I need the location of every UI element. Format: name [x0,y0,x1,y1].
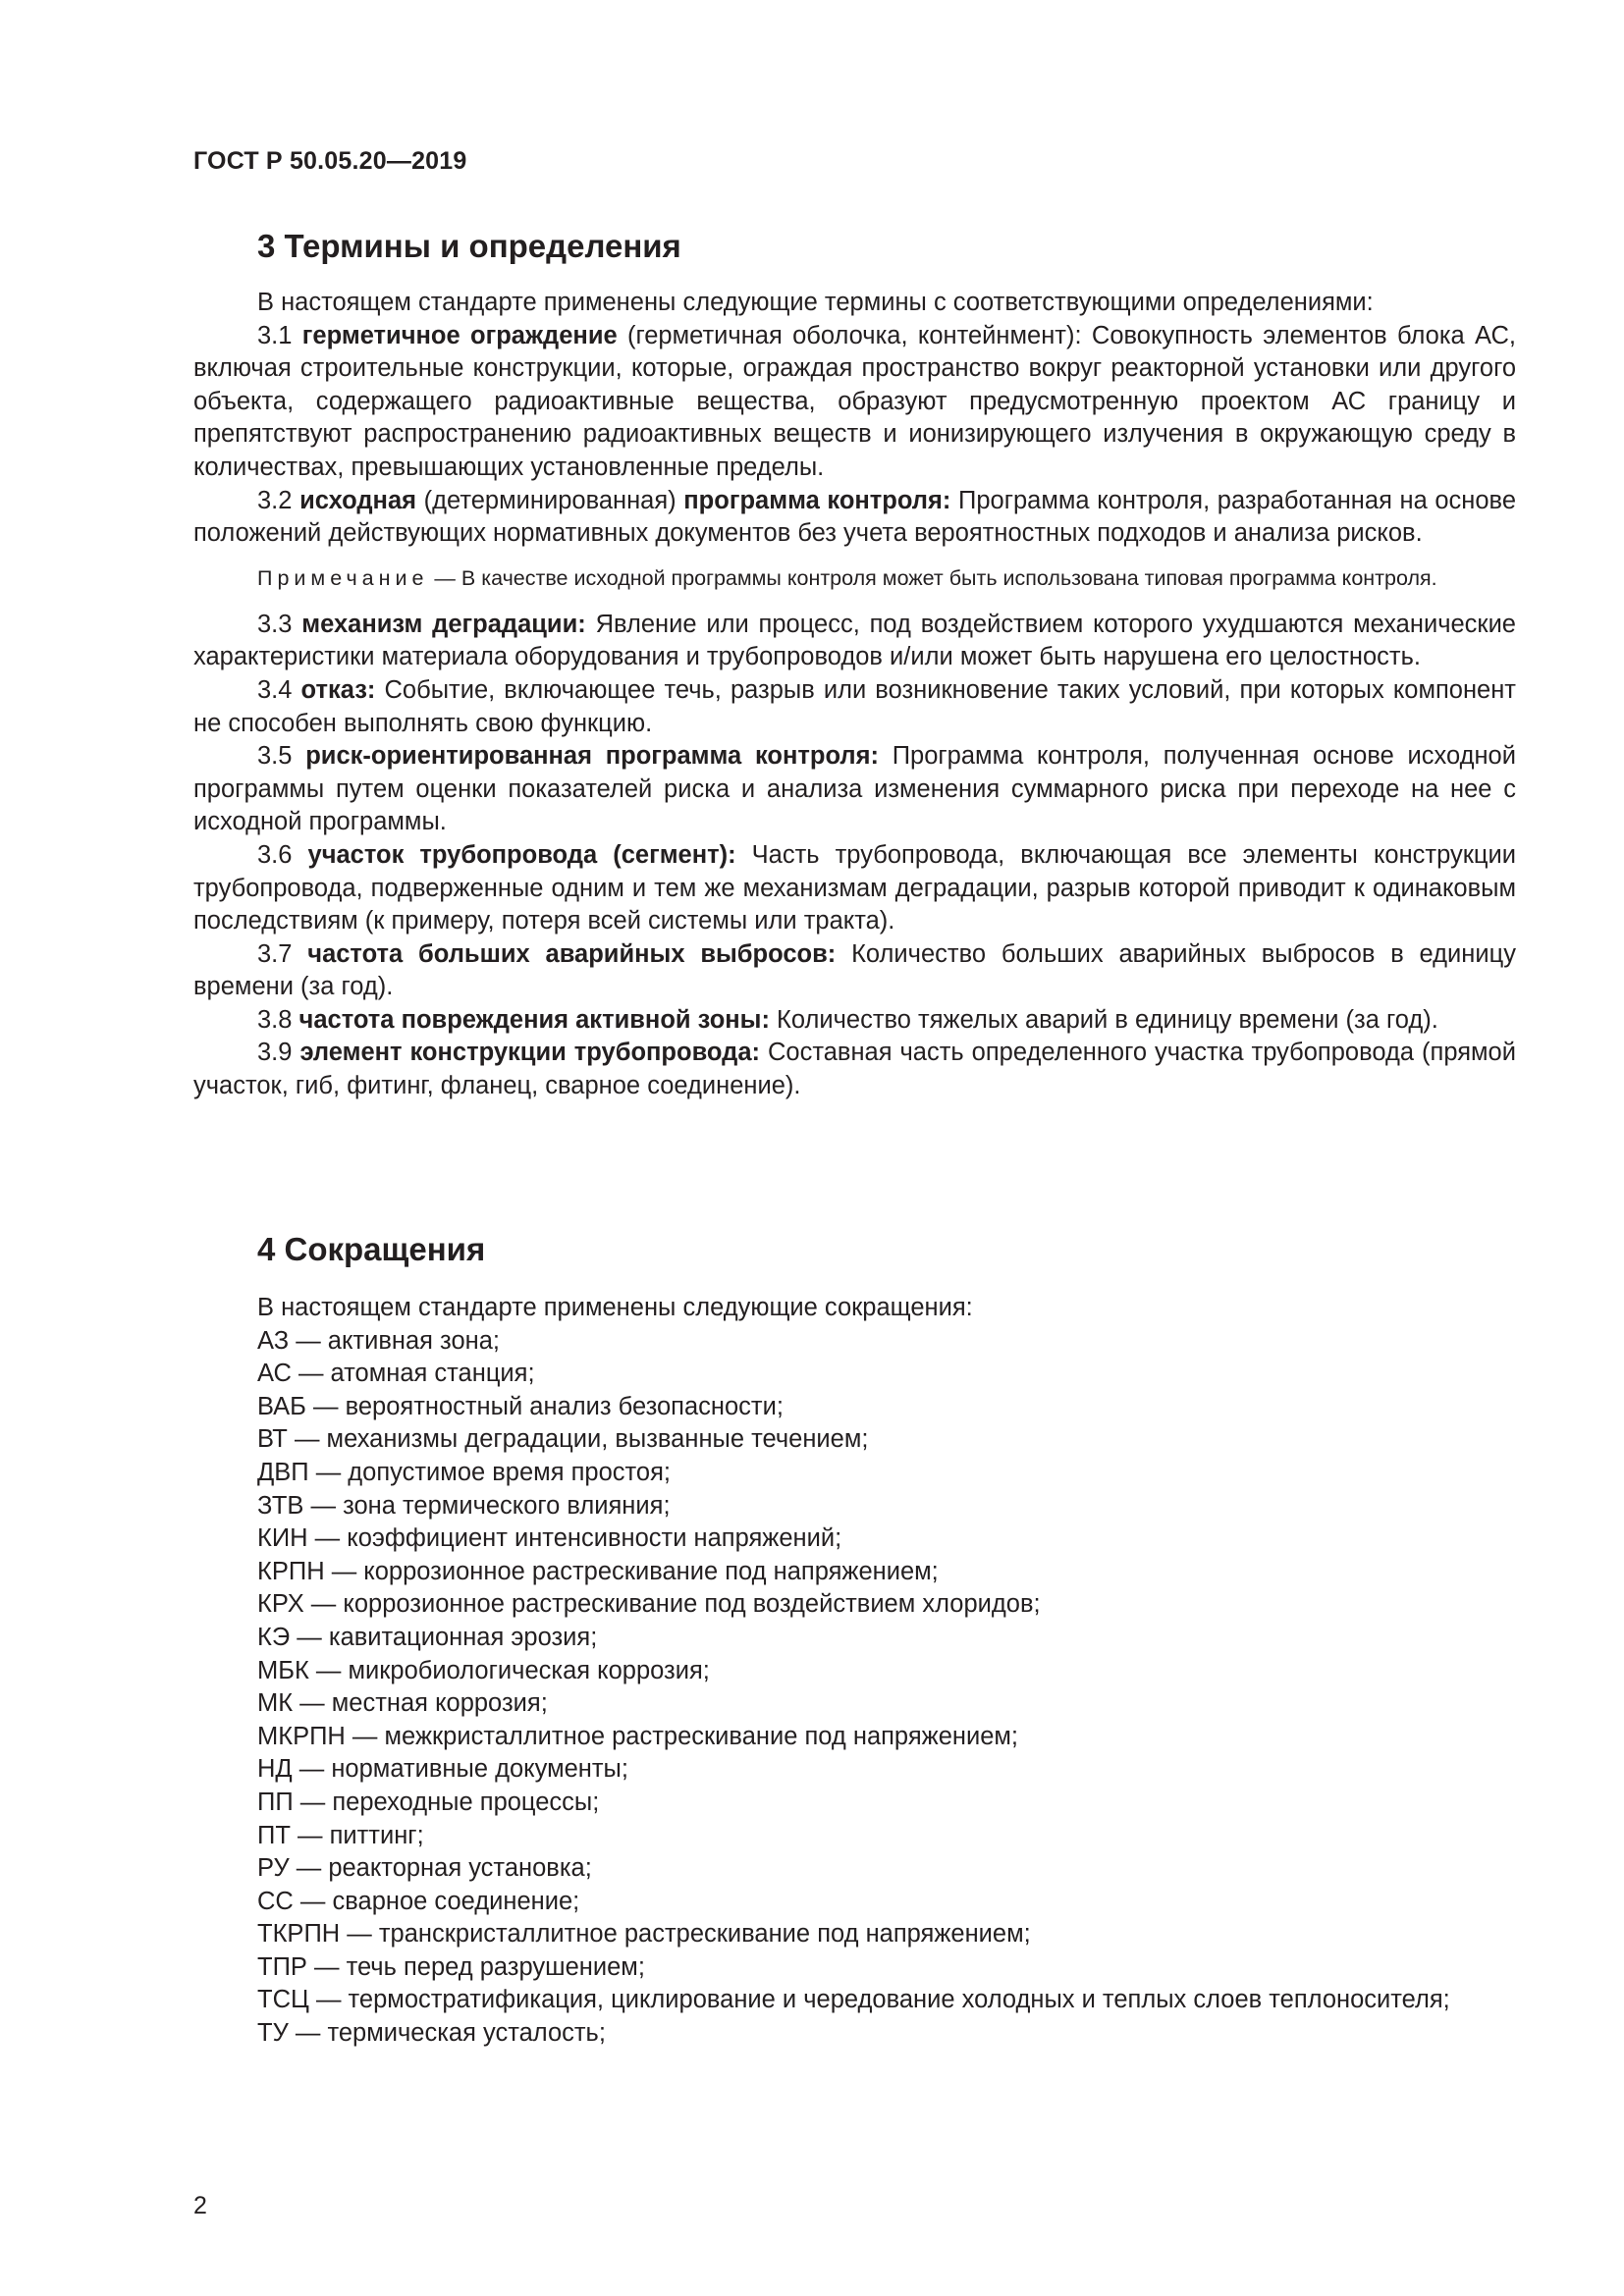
list-item: СС — сварное соединение; [257,1887,580,1915]
term-number: 3.5 [257,742,306,771]
term-name: участок трубопровода (сегмент): [307,840,736,869]
section-3-title: 3 Термины и определения [257,228,681,264]
term-name: элемент конструкции трубопровода: [299,1039,761,1067]
term-number: 3.2 [257,486,300,514]
term-3-1 [193,320,1516,485]
list-item: ТПР — течь перед разрушением; [257,1952,645,1981]
section-4-title: 4 Сокращения [257,1231,486,1267]
term-definition: Составная часть определенного участка трубопровода (прямой участок, гиб, фитинг, фланец, сварное соединение). [193,1039,1516,1100]
term-name: риск-ориентированная программа контроля: [305,742,879,771]
term-name: частота больших аварийных выбросов: [307,939,837,968]
term-definition: : Совокупность элементов блока АС, включая строительные конструкции, которые, ограждая пространство вокруг реакторной установки или другого объекта, содержащего радиоактивные вещества, образуют предусмотренную проектом АС границу и препятствуют распространению радиоактивных веществ и ионизирующего излучения в окружающую среду в количествах, превышающих установленные пределы. [193,321,1517,481]
term-number: 3.1 [257,321,302,349]
term-definition: Количество больших аварийных выбросов в единицу времени (за год). [193,939,1516,1001]
list-item: КИН — коэффициент интенсивности напряжений; [257,1524,842,1553]
term-3-9 [193,1037,1516,1102]
term-name-continued: программа контроля: [683,486,951,514]
term-name: отказ: [300,675,376,704]
section-4-intro: В настоящем стандарте применены следующие сокращения: [257,1294,973,1321]
term-synonyms: (герметичная оболочка, контейнмент) [617,321,1075,349]
list-item: ТСЦ — термостратификация, циклирование и чередование холодных и теплых слоев теплоносителя; [257,1986,1450,2014]
term-number: 3.3 [257,610,302,638]
abbreviations-list [257,1292,1534,2051]
term-3-5 [193,740,1516,839]
term-number: 3.9 [257,1039,300,1067]
term-number: 3.8 [257,1005,299,1034]
list-item: ВТ — механизмы деградации, вызванные течением; [257,1425,869,1454]
document-code-header: ГОСТ Р 50.05.20—2019 [193,147,467,175]
list-item: ЗТВ — зона термического влияния; [257,1491,671,1520]
term-3-6 [193,839,1516,938]
note-label: Примечание [257,565,429,590]
term-3-2 [193,485,1516,551]
term-3-8 [193,1004,1516,1038]
term-name: исходная [299,486,417,514]
term-name: механизм деградации: [301,610,586,638]
term-definition: Явление или процесс, под воздействием которого ухудшаются механические характеристики материала оборудования и трубопроводов и/или может быть нарушена его целостность. [193,610,1516,671]
term-definition: Часть трубопровода, включающая все элементы конструкции трубопровода, подверженные одним и тем же механизмам деградации, разрыв которой приводит к одинаковым последствиям (к примеру, потеря всей системы или тракта). [193,840,1516,935]
note-block [193,562,1516,595]
term-definition: Программа контроля, полученная основе исходной программы путем оценки показателей риска и анализа изменения суммарного риска при переходе на нее с исходной программы. [193,742,1516,836]
page-number: 2 [193,2192,207,2219]
term-3-7 [193,938,1516,1004]
term-definition: Программа контроля, разработанная на основе положений действующих нормативных документов без учета вероятностных подходов и анализа рисков. [193,486,1516,548]
term-name: частота повреждения активной зоны: [298,1005,770,1034]
list-item: ВАБ — вероятностный анализ безопасности; [257,1392,784,1420]
list-item: ПТ — питтинг; [257,1821,424,1849]
term-number: 3.6 [257,840,308,869]
term-number: 3.4 [257,675,301,704]
term-definition: Событие, включающее течь, разрыв или возникновение таких условий, при которых компонент не способен выполнять свою функцию. [193,675,1516,737]
section-3-body [193,287,1516,1103]
list-item: КЭ — кавитационная эрозия; [257,1623,598,1651]
section-3-intro: В настоящем стандарте применены следующие термины с соответствующими определениями: [257,289,1374,316]
term-name: герметичное ограждение [301,321,618,349]
list-item: РУ — реакторная установка; [257,1854,592,1883]
list-item: ПП — переходные процессы; [257,1788,600,1816]
list-item: КРХ — коррозионное растрескивание под воздействием хлоридов; [257,1590,1041,1619]
term-number: 3.7 [257,939,308,968]
list-item: МБК — микробиологическая коррозия; [257,1656,710,1684]
list-item: ТУ — термическая усталость; [257,2019,606,2048]
list-item: ТКРПН — транскристаллитное растрескивание под напряжением; [257,1920,1031,1949]
term-3-4 [193,674,1516,740]
term-3-3 [193,609,1516,674]
list-item: МКРПН — межкристаллитное растрескивание под напряжением; [257,1722,1018,1750]
term-qualifier: (детерминированная) [416,486,684,514]
list-item: АС — атомная станция; [257,1360,535,1388]
list-item: АЗ — активная зона; [257,1326,500,1355]
note-text: — В качестве исходной программы контроля может быть использована типовая программа контроля. [428,565,1437,590]
list-item: МК — местная коррозия; [257,1689,548,1718]
list-item: ДВП — допустимое время простоя; [257,1458,671,1486]
term-definition: Количество тяжелых аварий в единицу времени (за год). [769,1005,1438,1034]
list-item: НД — нормативные документы; [257,1755,628,1784]
list-item: КРПН — коррозионное растрескивание под напряжением; [257,1557,939,1585]
